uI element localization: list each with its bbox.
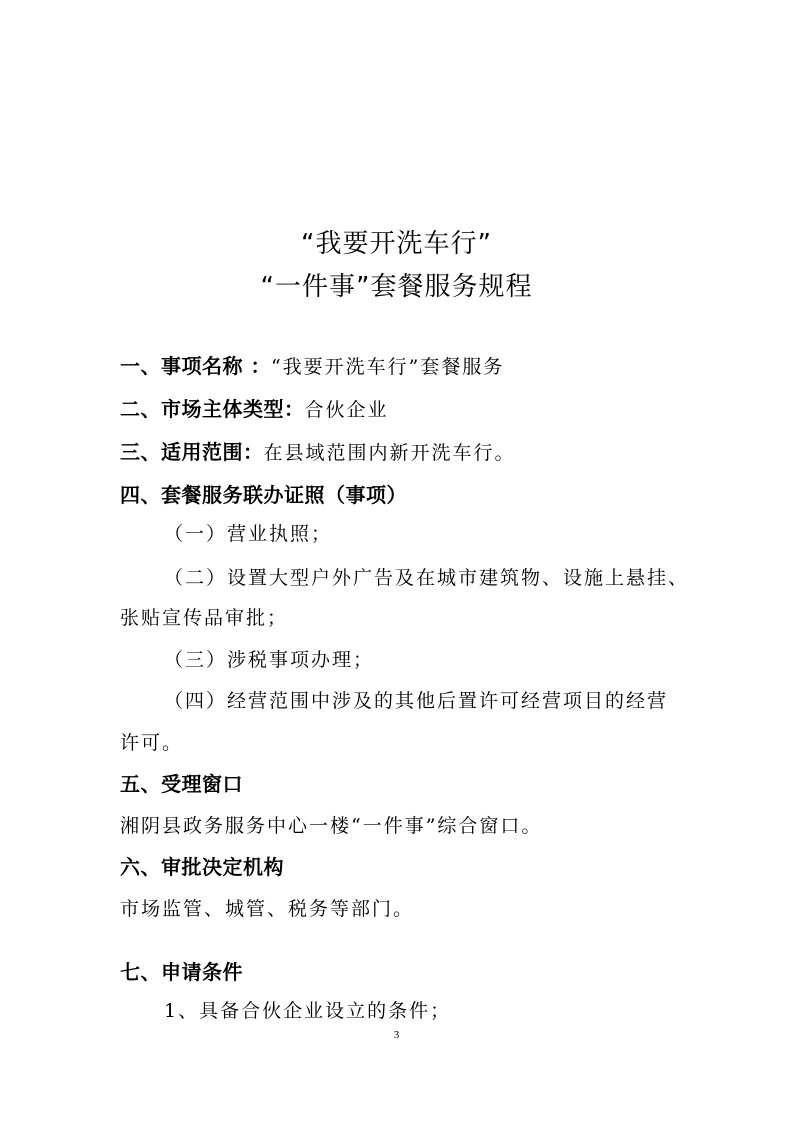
- section-4-item-4: [164, 687, 668, 716]
- section-4-item-2-cont: [120, 604, 288, 633]
- section-3: [120, 438, 516, 468]
- section-4-item-3-text: （三）涉税事项办理；: [164, 649, 375, 671]
- section-5-heading-row: [120, 770, 243, 800]
- document-title-line1: “我要开洗车行”: [301, 229, 492, 259]
- section-4-item-2: [164, 564, 689, 593]
- section-3-heading: 三、适用范围：: [120, 440, 264, 464]
- document-title-line2: “一件事”套餐服务规程: [260, 272, 533, 302]
- section-2-body: 合伙企业: [304, 399, 389, 421]
- section-6-heading-row: [120, 853, 284, 883]
- section-3-body: 在县域范围内新开洗车行。: [263, 442, 516, 464]
- section-5-heading: 五、受理窗口: [120, 772, 243, 796]
- section-2-heading: 二、市场主体类型：: [120, 397, 305, 421]
- section-4-item-2-text-line1: （二）设置大型户外广告及在城市建筑物、设施上悬挂、: [164, 567, 690, 589]
- section-4-item-1-text: （一）营业执照；: [164, 523, 333, 545]
- section-4-item-2-text-line2: 张贴宣传品审批；: [120, 607, 289, 629]
- section-1-heading: 一、事项名称 ：: [120, 354, 271, 378]
- section-4-item-4-text-line1: （四）经营范围中涉及的其他后置许可经营项目的经营: [164, 690, 669, 712]
- section-5-body: 湘阴县政务服务中心一楼“一件事”综合窗口。: [120, 815, 543, 837]
- section-7-heading: 七、申请条件: [120, 960, 243, 984]
- section-1-body: “我要开洗车行”套餐服务: [270, 356, 505, 378]
- section-7-heading-row: [120, 958, 243, 988]
- section-7-item-1: [164, 997, 451, 1026]
- section-6-body-row: [120, 895, 414, 924]
- section-6-body: 市场监管、城管、税务等部门。: [120, 898, 415, 920]
- section-4-heading-row: [120, 481, 407, 511]
- section-2: [120, 395, 389, 425]
- section-4-item-4-cont: [120, 729, 183, 758]
- section-4-item-4-text-line2: 许可。: [120, 732, 184, 754]
- section-4-item-3: [164, 646, 374, 675]
- section-5-body-row: [120, 812, 542, 841]
- page-number: 3: [393, 1029, 400, 1041]
- section-6-heading: 六、审批决定机构: [120, 855, 284, 879]
- section-7-item-1-text: 1、具备合伙企业设立的条件；: [164, 1000, 452, 1022]
- section-4-heading: 四、套餐服务联办证照（事项）: [120, 483, 407, 507]
- section-4-item-1: [164, 520, 332, 549]
- section-1: [120, 352, 504, 382]
